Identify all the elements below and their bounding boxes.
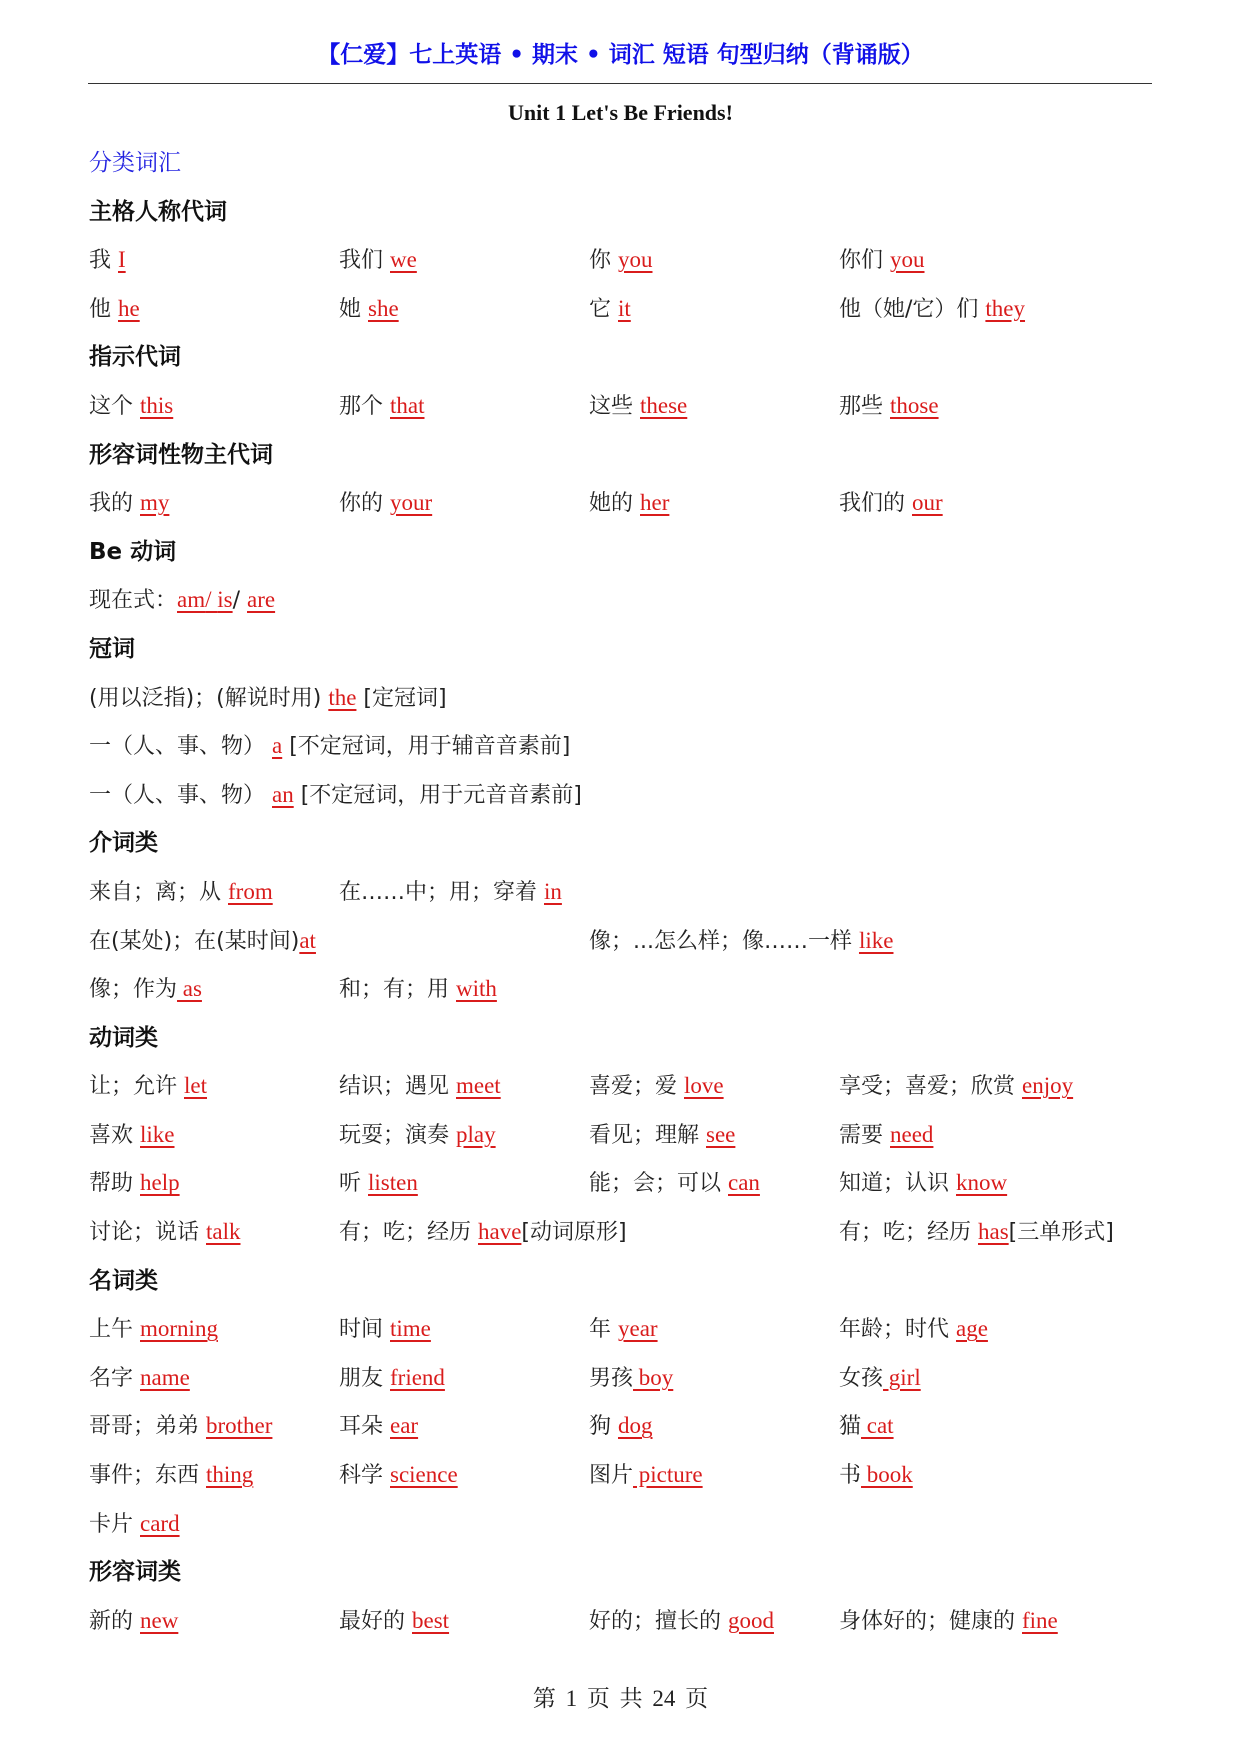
vocab-entry: 那个 that — [339, 392, 425, 419]
vocab-entry: 男孩 boy — [589, 1364, 674, 1391]
vocab-entry: 和；有；用 with — [339, 976, 497, 1003]
vocab-entry: 最好的 best — [339, 1607, 450, 1634]
section-heading-possessives: 形容词性物主代词 — [89, 441, 273, 468]
article-word: a — [272, 733, 283, 759]
vocab-entry: 需要 need — [839, 1121, 934, 1148]
document-header: 【仁爱】七上英语 • 期末 • 词汇 短语 句型归纳（背诵版） — [317, 42, 924, 68]
vocab-entry: 新的 new — [89, 1607, 179, 1634]
section-heading-nouns: 名词类 — [89, 1267, 158, 1294]
vocab-entry: 时间 time — [339, 1316, 431, 1343]
section-heading-prepositions: 介词类 — [89, 830, 158, 857]
vocab-entry: 玩耍；演奏 play — [339, 1121, 496, 1148]
vocab-row — [89, 965, 1169, 1014]
article-desc: 一（人、事、物） — [89, 734, 272, 760]
vocab-entry: 喜欢 like — [89, 1121, 175, 1148]
article-row — [89, 674, 1169, 723]
section-heading-articles: 冠词 — [89, 635, 135, 662]
vocab-row — [89, 1305, 1169, 1354]
vocab-entry: 这个 this — [89, 392, 174, 419]
vocab-entry: 有；吃；经历 have[动词原形] — [339, 1219, 627, 1246]
be-form: are — [247, 587, 276, 613]
vocab-entry: 年龄；时代 age — [839, 1316, 988, 1343]
vocab-entry: 上午 morning — [89, 1316, 218, 1343]
vocab-row — [89, 236, 1169, 285]
vocab-row — [89, 382, 1169, 431]
vocab-entry: 结识；遇见 meet — [339, 1073, 501, 1100]
vocab-entry: 知道；认识 know — [839, 1170, 1008, 1197]
vocab-entry: 我们 we — [339, 247, 417, 274]
vocab-entry: 图片 picture — [589, 1462, 703, 1489]
vocab-entry: 他 he — [89, 295, 140, 322]
vocab-entry: 在……中；用；穿着 in — [339, 878, 562, 905]
vocab-row — [89, 1354, 1169, 1403]
vocab-entry: 身体好的；健康的 fine — [839, 1607, 1058, 1634]
vocabulary-content — [89, 139, 1169, 1645]
vocab-entry: 耳朵 ear — [339, 1413, 419, 1440]
vocab-entry: 科学 science — [339, 1462, 458, 1489]
vocab-entry: 它 it — [589, 295, 631, 322]
vocab-entry: 名字 name — [89, 1364, 190, 1391]
vocab-entry: 这些 these — [589, 392, 688, 419]
vocab-entry: 你们 you — [839, 247, 925, 274]
vocab-entry: 她 she — [339, 295, 399, 322]
vocab-entry: 书 book — [839, 1462, 913, 1489]
be-verb-prefix: 现在式： — [89, 588, 178, 614]
vocab-row — [89, 1111, 1169, 1160]
article-row — [89, 771, 1169, 820]
vocab-entry: 你的 your — [339, 490, 433, 517]
vocab-entry: 来自；离；从 from — [89, 878, 273, 905]
vocab-entry: 卡片 card — [89, 1510, 180, 1537]
vocab-entry: 事件；东西 thing — [89, 1462, 254, 1489]
vocab-entry: 好的；擅长的 good — [589, 1607, 774, 1634]
vocab-row — [89, 1451, 1169, 1500]
vocab-row — [89, 479, 1169, 528]
vocab-entry: 他（她/它）们 they — [839, 295, 1026, 322]
header-divider — [88, 83, 1152, 84]
vocab-entry: 猫 cat — [839, 1413, 894, 1440]
vocab-entry: 能；会；可以 can — [589, 1170, 760, 1197]
be-form: is — [217, 587, 233, 613]
vocab-entry: 讨论；说话 talk — [89, 1219, 241, 1246]
article-word: the — [328, 684, 357, 710]
article-row — [89, 722, 1169, 771]
page-footer: 第 1 页 共 24 页 — [532, 1686, 709, 1711]
vocab-row — [89, 917, 1169, 966]
vocab-row — [89, 1597, 1169, 1646]
vocab-entry: 我们的 our — [839, 490, 943, 517]
article-note: [不定冠词，用于辅音音素前] — [282, 734, 571, 760]
category-heading: 分类词汇 — [89, 150, 181, 176]
vocab-entry: 喜爱；爱 love — [589, 1073, 724, 1100]
vocab-entry: 听 listen — [339, 1170, 418, 1197]
unit-title: Unit 1 Let's Be Friends! — [508, 100, 733, 125]
section-heading-adjectives: 形容词类 — [89, 1559, 181, 1586]
vocab-entry: 女孩 girl — [839, 1364, 921, 1391]
article-desc: 一（人、事、物） — [89, 782, 272, 808]
vocab-row — [89, 1208, 1169, 1257]
vocab-entry: 那些 those — [839, 392, 939, 419]
article-desc: (用以泛指)；(解说时用) — [89, 685, 329, 711]
vocab-entry: 看见；理解 see — [589, 1121, 736, 1148]
be-form: am — [177, 587, 206, 613]
vocab-entry: 像；作为 as — [89, 976, 202, 1003]
article-word: an — [272, 781, 294, 807]
section-heading-verbs: 动词类 — [89, 1024, 158, 1051]
vocab-row — [89, 868, 1169, 917]
vocab-row — [89, 285, 1169, 334]
section-heading-demonstratives: 指示代词 — [89, 344, 181, 371]
vocab-entry: 我的 my — [89, 490, 170, 517]
vocab-entry: 她的 her — [589, 490, 670, 517]
vocab-entry: 像；...怎么样；像……一样 like — [589, 927, 894, 954]
be-verb-row: 现在式：am/ is/ are — [89, 587, 276, 614]
vocab-entry: 有；吃；经历 has[三单形式] — [839, 1219, 1114, 1246]
vocab-entry: 享受；喜爱；欣赏 enjoy — [839, 1073, 1074, 1100]
article-note: [不定冠词，用于元音音素前] — [293, 782, 582, 808]
vocab-entry: 年 year — [589, 1316, 658, 1343]
vocab-entry: 我 I — [89, 247, 126, 274]
vocab-entry: 在(某处)；在(某时间)at — [89, 927, 316, 954]
vocab-row — [89, 1402, 1169, 1451]
section-heading-subject-pronouns: 主格人称代词 — [89, 198, 227, 225]
vocab-row — [89, 1062, 1169, 1111]
vocab-row — [89, 1500, 1169, 1549]
vocab-entry: 朋友 friend — [339, 1364, 445, 1391]
article-note: [定冠词] — [356, 685, 447, 711]
vocab-entry: 哥哥；弟弟 brother — [89, 1413, 273, 1440]
section-heading-be-verb: Be 动词 — [89, 538, 177, 565]
vocab-entry: 帮助 help — [89, 1170, 180, 1197]
vocab-row — [89, 1159, 1169, 1208]
vocab-entry: 你 you — [589, 247, 653, 274]
vocab-entry: 让；允许 let — [89, 1073, 207, 1100]
vocab-entry: 狗 dog — [589, 1413, 653, 1440]
